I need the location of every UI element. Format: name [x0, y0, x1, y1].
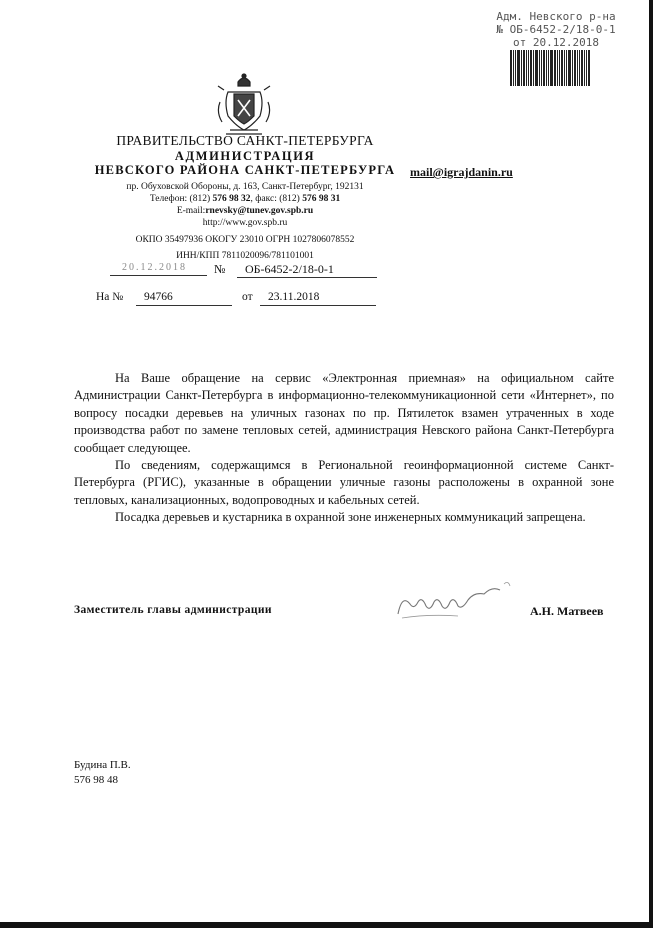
barcode-bar: [543, 50, 545, 86]
government-title: ПРАВИТЕЛЬСТВО САНКТ-ПЕТЕРБУРГА: [116, 133, 374, 148]
email-line: [70, 206, 420, 216]
coat-of-arms-emblem: [214, 72, 274, 136]
body-paragraph-3: Посадка деревьев и кустарника в охранной зоне инженерных коммуникаций запрещена.: [115, 510, 586, 525]
signatory-position: Заместитель главы администрации: [74, 604, 272, 616]
executor-block: [74, 758, 131, 788]
registry-codes: ОКПО 35497936 ОКОГУ 23010 ОГРН 1027806078552: [135, 235, 355, 245]
barcode-bar: [574, 50, 576, 86]
letter-body: [74, 370, 614, 527]
body-paragraph-2: По сведениям, содержащимся в Региональной геоинформационной системе Санкт-Петербурга (РГИС), указанные в обращении уличные газоны расположены в охранной зоне тепловых, канализационных, водопроводных и кабельных сетей.: [74, 458, 614, 507]
reference-on-label: На №: [96, 291, 124, 303]
barcode-bar: [528, 50, 529, 86]
barcode-bar: [559, 50, 560, 86]
recipient-email[interactable]: mail@igrajdanin.ru: [410, 165, 513, 179]
scan-border-right: [649, 0, 653, 928]
barcode-bar: [533, 50, 534, 86]
reference-date: 23.11.2018: [260, 291, 376, 306]
phone-label: Телефон: (812): [149, 194, 213, 204]
stamp-line-2: № ОБ-6452-2/18-0-1: [496, 23, 616, 36]
barcode-bar: [548, 50, 549, 86]
barcode-bar: [586, 50, 587, 86]
barcode-bar: [517, 50, 520, 86]
barcode-bar: [581, 50, 583, 86]
barcode-bar: [588, 50, 590, 86]
barcode-bar: [530, 50, 532, 86]
body-paragraph-1: На Ваше обращение на сервис «Электронная приемная» на официальном сайте Администрации Санкт-Петербурга в информационно-телекоммуникационной сети «Интернет», по вопросу посадки деревьев на уличных газонах по пр. Пятилеток взамен утраченных в ходе производства работ по замене тепловых сетей, администрация Невского района Санкт-Петербурга сообщает следующее.: [74, 371, 614, 455]
barcode-bar: [535, 50, 538, 86]
barcode-bar: [550, 50, 553, 86]
email-address: rnevsky@tunev.gov.spb.ru: [205, 206, 314, 216]
barcode-bar: [513, 50, 514, 86]
barcode-bar: [579, 50, 580, 86]
barcode-bar: [539, 50, 540, 86]
barcode-bar: [515, 50, 516, 86]
executor-name: Будина П.В.: [74, 759, 131, 771]
registration-date: 20.12.2018: [110, 262, 207, 276]
barcode-bar: [561, 50, 563, 86]
number-sign: №: [214, 262, 226, 276]
barcode-bar: [510, 50, 512, 86]
website-line: http://www.gov.spb.ru: [202, 218, 288, 228]
barcode-bar: [568, 50, 571, 86]
handwritten-signature: [388, 574, 518, 624]
inn-kpp: ИНН/КПП 7811020096/781101001: [176, 251, 314, 261]
registration-number: ОБ-6452-2/18-0-1: [237, 262, 377, 278]
email-label: E-mail:: [176, 206, 206, 216]
barcode-bar: [554, 50, 556, 86]
barcode-bar: [523, 50, 525, 86]
barcode: [510, 50, 596, 86]
signatory-name: А.Н. Матвеев: [530, 604, 604, 618]
barcode-bar: [557, 50, 558, 86]
barcode-bar: [572, 50, 573, 86]
stamp-line-1: Адм. Невского р-на: [496, 10, 616, 23]
barcode-bar: [521, 50, 522, 86]
reference-number: 94766: [136, 291, 232, 306]
barcode-bar: [541, 50, 542, 86]
phone-line: [70, 194, 420, 204]
barcode-bar: [526, 50, 527, 86]
barcode-bar: [546, 50, 547, 86]
fax-number: 576 98 31: [302, 194, 341, 204]
registration-stamp: [486, 10, 626, 49]
barcode-bar: [564, 50, 565, 86]
district-title: НЕВСКОГО РАЙОНА САНКТ-ПЕТЕРБУРГА: [94, 163, 396, 177]
barcode-bar: [566, 50, 567, 86]
phone-number: 576 98 32: [212, 194, 251, 204]
address-line: пр. Обуховской Обороны, д. 163, Санкт-Петербург, 192131: [126, 182, 364, 192]
barcode-bar: [584, 50, 585, 86]
stamp-line-3: от 20.12.2018: [512, 36, 600, 49]
administration-title: АДМИНИСТРАЦИЯ: [174, 149, 316, 163]
executor-phone: 576 98 48: [74, 774, 118, 786]
fax-label: , факс: (812): [250, 194, 303, 204]
scan-border-bottom: [0, 922, 653, 928]
reference-from-label: от: [242, 291, 253, 303]
barcode-bar: [577, 50, 578, 86]
